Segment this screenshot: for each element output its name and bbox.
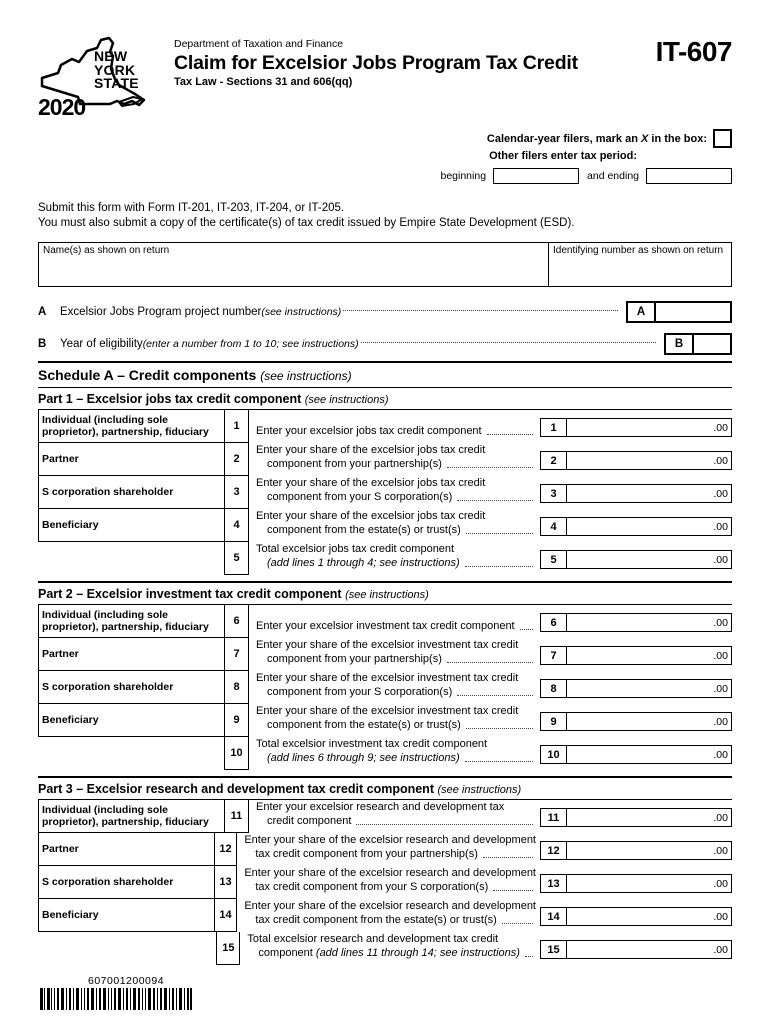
name-id-box bbox=[38, 242, 732, 287]
name-label: Name(s) as shown on return bbox=[43, 245, 170, 256]
amount-line-number: 5 bbox=[541, 551, 567, 568]
line-a-text: Excelsior Jobs Program project number bbox=[60, 305, 262, 318]
amount-input[interactable]: .00 bbox=[713, 844, 728, 857]
amount-input[interactable]: .00 bbox=[713, 877, 728, 890]
dotted-leader bbox=[361, 342, 656, 343]
line-description: Enter your share of the excelsior research and development tax credit component from your S corporation(s) 13 .00 bbox=[237, 866, 732, 899]
amount-line-number: 4 bbox=[541, 518, 567, 535]
dotted-leader bbox=[465, 761, 533, 762]
amount-box bbox=[540, 907, 732, 926]
tax-period-row bbox=[38, 166, 732, 185]
schedule-a-title: Schedule A – Credit components (see instructions) bbox=[38, 367, 352, 383]
line-number: 7 bbox=[224, 638, 249, 671]
amount-line-number: 13 bbox=[541, 875, 567, 892]
filer-type-label: Individual (including sole proprietor), partnership, fiduciary bbox=[38, 605, 224, 638]
line-a-note: (see instructions) bbox=[261, 305, 342, 318]
dotted-leader bbox=[502, 923, 533, 924]
calendar-filer-row bbox=[38, 128, 732, 149]
other-filers-row bbox=[38, 150, 732, 165]
credit-line-row bbox=[38, 410, 732, 443]
filer-type-label: Individual (including sole proprietor), partnership, fiduciary bbox=[38, 800, 224, 833]
barcode bbox=[40, 988, 195, 1010]
calendar-filer-checkbox[interactable] bbox=[713, 129, 732, 148]
line-a-row bbox=[38, 300, 732, 323]
amount-input[interactable]: .00 bbox=[713, 910, 728, 923]
credit-line-row bbox=[38, 638, 732, 671]
part-title: Part 2 – Excelsior investment tax credit component (see instructions) bbox=[38, 587, 429, 601]
line-description: Enter your excelsior jobs tax credit component 1 .00 bbox=[249, 410, 732, 443]
line-number: 14 bbox=[214, 899, 238, 932]
amount-input[interactable]: .00 bbox=[713, 811, 728, 824]
department-line: Department of Taxation and Finance bbox=[174, 38, 344, 50]
filer-section bbox=[38, 128, 732, 185]
amount-box bbox=[540, 745, 732, 764]
amount-box bbox=[540, 451, 732, 470]
credit-line-row bbox=[38, 476, 732, 509]
credit-line-row bbox=[38, 509, 732, 542]
credit-line-row bbox=[38, 737, 732, 770]
filer-type-label: Individual (including sole proprietor), partnership, fiduciary bbox=[38, 410, 224, 443]
dotted-leader bbox=[466, 533, 533, 534]
submit-instruction-line1: Submit this form with Form IT-201, IT-203, IT-204, or IT-205. bbox=[38, 202, 345, 214]
filer-type-label: Partner bbox=[38, 443, 224, 476]
filer-type-label bbox=[38, 737, 224, 770]
amount-input[interactable]: .00 bbox=[713, 421, 728, 434]
line-description: Enter your excelsior research and development tax credit component 11 .00 bbox=[249, 800, 732, 833]
amount-line-number: 14 bbox=[541, 908, 567, 925]
line-number: 5 bbox=[224, 542, 249, 575]
line-b-box-letter: B bbox=[666, 335, 694, 353]
amount-box bbox=[540, 874, 732, 893]
tax-law-line: Tax Law - Sections 31 and 606(qq) bbox=[174, 76, 353, 88]
amount-line-number: 2 bbox=[541, 452, 567, 469]
credit-parts bbox=[38, 388, 732, 965]
dotted-leader bbox=[525, 956, 533, 957]
dotted-leader bbox=[343, 310, 618, 311]
name-input[interactable] bbox=[43, 256, 544, 280]
line-b-text: Year of eligibility bbox=[60, 337, 143, 350]
amount-line-number: 9 bbox=[541, 713, 567, 730]
part-table bbox=[38, 605, 732, 770]
line-b-note: (enter a number from 1 to 10; see instructions) bbox=[142, 337, 359, 350]
dotted-leader bbox=[520, 629, 533, 630]
amount-input[interactable]: .00 bbox=[713, 715, 728, 728]
barcode-block bbox=[38, 975, 732, 1015]
dotted-leader bbox=[457, 695, 533, 696]
amount-input[interactable]: .00 bbox=[713, 553, 728, 566]
line-description: Enter your share of the excelsior investment tax credit component from your S corporation(s) 8 .00 bbox=[249, 671, 732, 704]
filer-type-label bbox=[38, 542, 224, 575]
amount-box bbox=[540, 712, 732, 731]
other-filers-label: Other filers enter tax period: bbox=[489, 150, 637, 162]
amount-input[interactable]: .00 bbox=[713, 487, 728, 500]
logo-year: 2020 bbox=[38, 94, 86, 120]
credit-line-row bbox=[38, 605, 732, 638]
dotted-leader bbox=[457, 500, 533, 501]
period-beginning-input[interactable] bbox=[493, 168, 579, 184]
line-number: 10 bbox=[224, 737, 249, 770]
line-number: 11 bbox=[224, 800, 249, 833]
credit-line-row bbox=[38, 866, 732, 899]
submit-instruction-line2: You must also submit a copy of the certificate(s) of tax credit issued by Empire State Development (ESD). bbox=[38, 217, 575, 229]
line-number: 4 bbox=[224, 509, 249, 542]
amount-line-number: 10 bbox=[541, 746, 567, 763]
dotted-leader bbox=[447, 662, 533, 663]
line-a-input[interactable] bbox=[656, 303, 730, 321]
header-titles bbox=[160, 34, 656, 88]
line-a-box bbox=[626, 301, 732, 323]
amount-box bbox=[540, 841, 732, 860]
part-table bbox=[38, 410, 732, 575]
amount-box bbox=[540, 613, 732, 632]
amount-input[interactable]: .00 bbox=[713, 616, 728, 629]
filer-type-label: Beneficiary bbox=[38, 899, 214, 932]
credit-line-row bbox=[38, 443, 732, 476]
line-number: 9 bbox=[224, 704, 249, 737]
amount-line-number: 11 bbox=[541, 809, 567, 826]
filer-type-label bbox=[38, 932, 216, 965]
line-description: Enter your share of the excelsior investment tax credit component from the estate(s) or trust(s) 9 .00 bbox=[249, 704, 732, 737]
line-number: 2 bbox=[224, 443, 249, 476]
credit-line-row bbox=[38, 704, 732, 737]
amount-line-number: 8 bbox=[541, 680, 567, 697]
form-title: Claim for Excelsior Jobs Program Tax Credit bbox=[174, 52, 578, 74]
credit-line-row bbox=[38, 833, 732, 866]
line-a-letter: A bbox=[38, 305, 47, 318]
line-b-row bbox=[38, 332, 732, 355]
line-description: Enter your excelsior investment tax credit component 6 .00 bbox=[249, 605, 732, 638]
line-number: 15 bbox=[216, 932, 240, 965]
dotted-leader bbox=[483, 857, 533, 858]
ending-label: and ending bbox=[587, 169, 639, 182]
dotted-leader bbox=[447, 467, 533, 468]
credit-line-row bbox=[38, 899, 732, 932]
amount-box bbox=[540, 550, 732, 569]
filer-type-label: S corporation shareholder bbox=[38, 476, 224, 509]
amount-line-number: 6 bbox=[541, 614, 567, 631]
nys-logo bbox=[38, 34, 160, 124]
amount-input[interactable]: .00 bbox=[713, 943, 728, 956]
credit-line-row bbox=[38, 932, 732, 965]
line-b-letter: B bbox=[38, 337, 47, 350]
filer-type-label: S corporation shareholder bbox=[38, 866, 214, 899]
line-number: 8 bbox=[224, 671, 249, 704]
line-description: Total excelsior research and development tax credit component (add lines 11 through 14; see instructions) 15 .00 bbox=[240, 932, 732, 965]
line-description: Enter your share of the excelsior jobs tax credit component from your partnership(s) 2 .00 bbox=[249, 443, 732, 476]
amount-box bbox=[540, 517, 732, 536]
amount-box bbox=[540, 940, 732, 959]
logo-text: NEW YORK STATE bbox=[94, 48, 139, 91]
name-cell bbox=[39, 243, 549, 286]
dotted-leader bbox=[487, 434, 533, 435]
credit-line-row bbox=[38, 671, 732, 704]
identifying-number-label: Identifying number as shown on return bbox=[553, 245, 724, 256]
beginning-label: beginning bbox=[440, 169, 487, 182]
line-description: Enter your share of the excelsior investment tax credit component from your partnership(s) 7 .00 bbox=[249, 638, 732, 671]
amount-input[interactable]: .00 bbox=[713, 520, 728, 533]
dotted-leader bbox=[466, 728, 533, 729]
amount-line-number: 12 bbox=[541, 842, 567, 859]
line-description: Enter your share of the excelsior research and development tax credit component from your partnership(s) 12 .00 bbox=[237, 833, 732, 866]
form-number: IT-607 bbox=[655, 36, 732, 67]
line-number: 12 bbox=[214, 833, 238, 866]
filer-type-label: Partner bbox=[38, 833, 214, 866]
calendar-filer-label: Calendar-year filers, mark an X in the box: bbox=[486, 132, 707, 145]
line-number: 13 bbox=[214, 866, 238, 899]
filer-type-label: Beneficiary bbox=[38, 509, 224, 542]
line-description: Total excelsior jobs tax credit component (add lines 1 through 4; see instructions) 5 .00 bbox=[249, 542, 732, 575]
line-number: 3 bbox=[224, 476, 249, 509]
line-a-box-letter: A bbox=[628, 303, 656, 321]
amount-box bbox=[540, 808, 732, 827]
line-b-box bbox=[664, 333, 732, 355]
amount-line-number: 1 bbox=[541, 419, 567, 436]
line-description: Enter your share of the excelsior jobs tax credit component from the estate(s) or trust(s) 4 .00 bbox=[249, 509, 732, 542]
identifying-number-cell bbox=[549, 243, 731, 286]
amount-box bbox=[540, 646, 732, 665]
barcode-number: 607001200094 bbox=[88, 975, 165, 987]
amount-line-number: 3 bbox=[541, 485, 567, 502]
amount-line-number: 15 bbox=[541, 941, 567, 958]
amount-box bbox=[540, 484, 732, 503]
line-description: Enter your share of the excelsior research and development tax credit component from the estate(s) or trust(s) 14 .00 bbox=[237, 899, 732, 932]
part-title: Part 3 – Excelsior research and development tax credit component (see instructions) bbox=[38, 782, 522, 796]
amount-line-number: 7 bbox=[541, 647, 567, 664]
submit-instructions bbox=[38, 201, 732, 231]
dotted-leader bbox=[493, 890, 533, 891]
period-ending-input[interactable] bbox=[646, 168, 732, 184]
amount-input[interactable]: .00 bbox=[713, 748, 728, 761]
filer-type-label: S corporation shareholder bbox=[38, 671, 224, 704]
part-table bbox=[38, 800, 732, 965]
filer-type-label: Beneficiary bbox=[38, 704, 224, 737]
line-number: 6 bbox=[224, 605, 249, 638]
amount-box bbox=[540, 679, 732, 698]
identifying-number-input[interactable] bbox=[553, 256, 727, 280]
filer-type-label: Partner bbox=[38, 638, 224, 671]
amount-input[interactable]: .00 bbox=[713, 454, 728, 467]
line-description: Enter your share of the excelsior jobs tax credit component from your S corporation(s) 3 .00 bbox=[249, 476, 732, 509]
dotted-leader bbox=[356, 824, 533, 825]
credit-line-row bbox=[38, 542, 732, 575]
line-description: Total excelsior investment tax credit component (add lines 6 through 9; see instructions) 10 .00 bbox=[249, 737, 732, 770]
line-b-input[interactable] bbox=[694, 335, 730, 353]
credit-line-row bbox=[38, 800, 732, 833]
form-header bbox=[38, 34, 732, 126]
dotted-leader bbox=[465, 566, 533, 567]
part-title: Part 1 – Excelsior jobs tax credit component (see instructions) bbox=[38, 392, 389, 406]
amount-input[interactable]: .00 bbox=[713, 649, 728, 662]
amount-box bbox=[540, 418, 732, 437]
amount-input[interactable]: .00 bbox=[713, 682, 728, 695]
line-number: 1 bbox=[224, 410, 249, 443]
